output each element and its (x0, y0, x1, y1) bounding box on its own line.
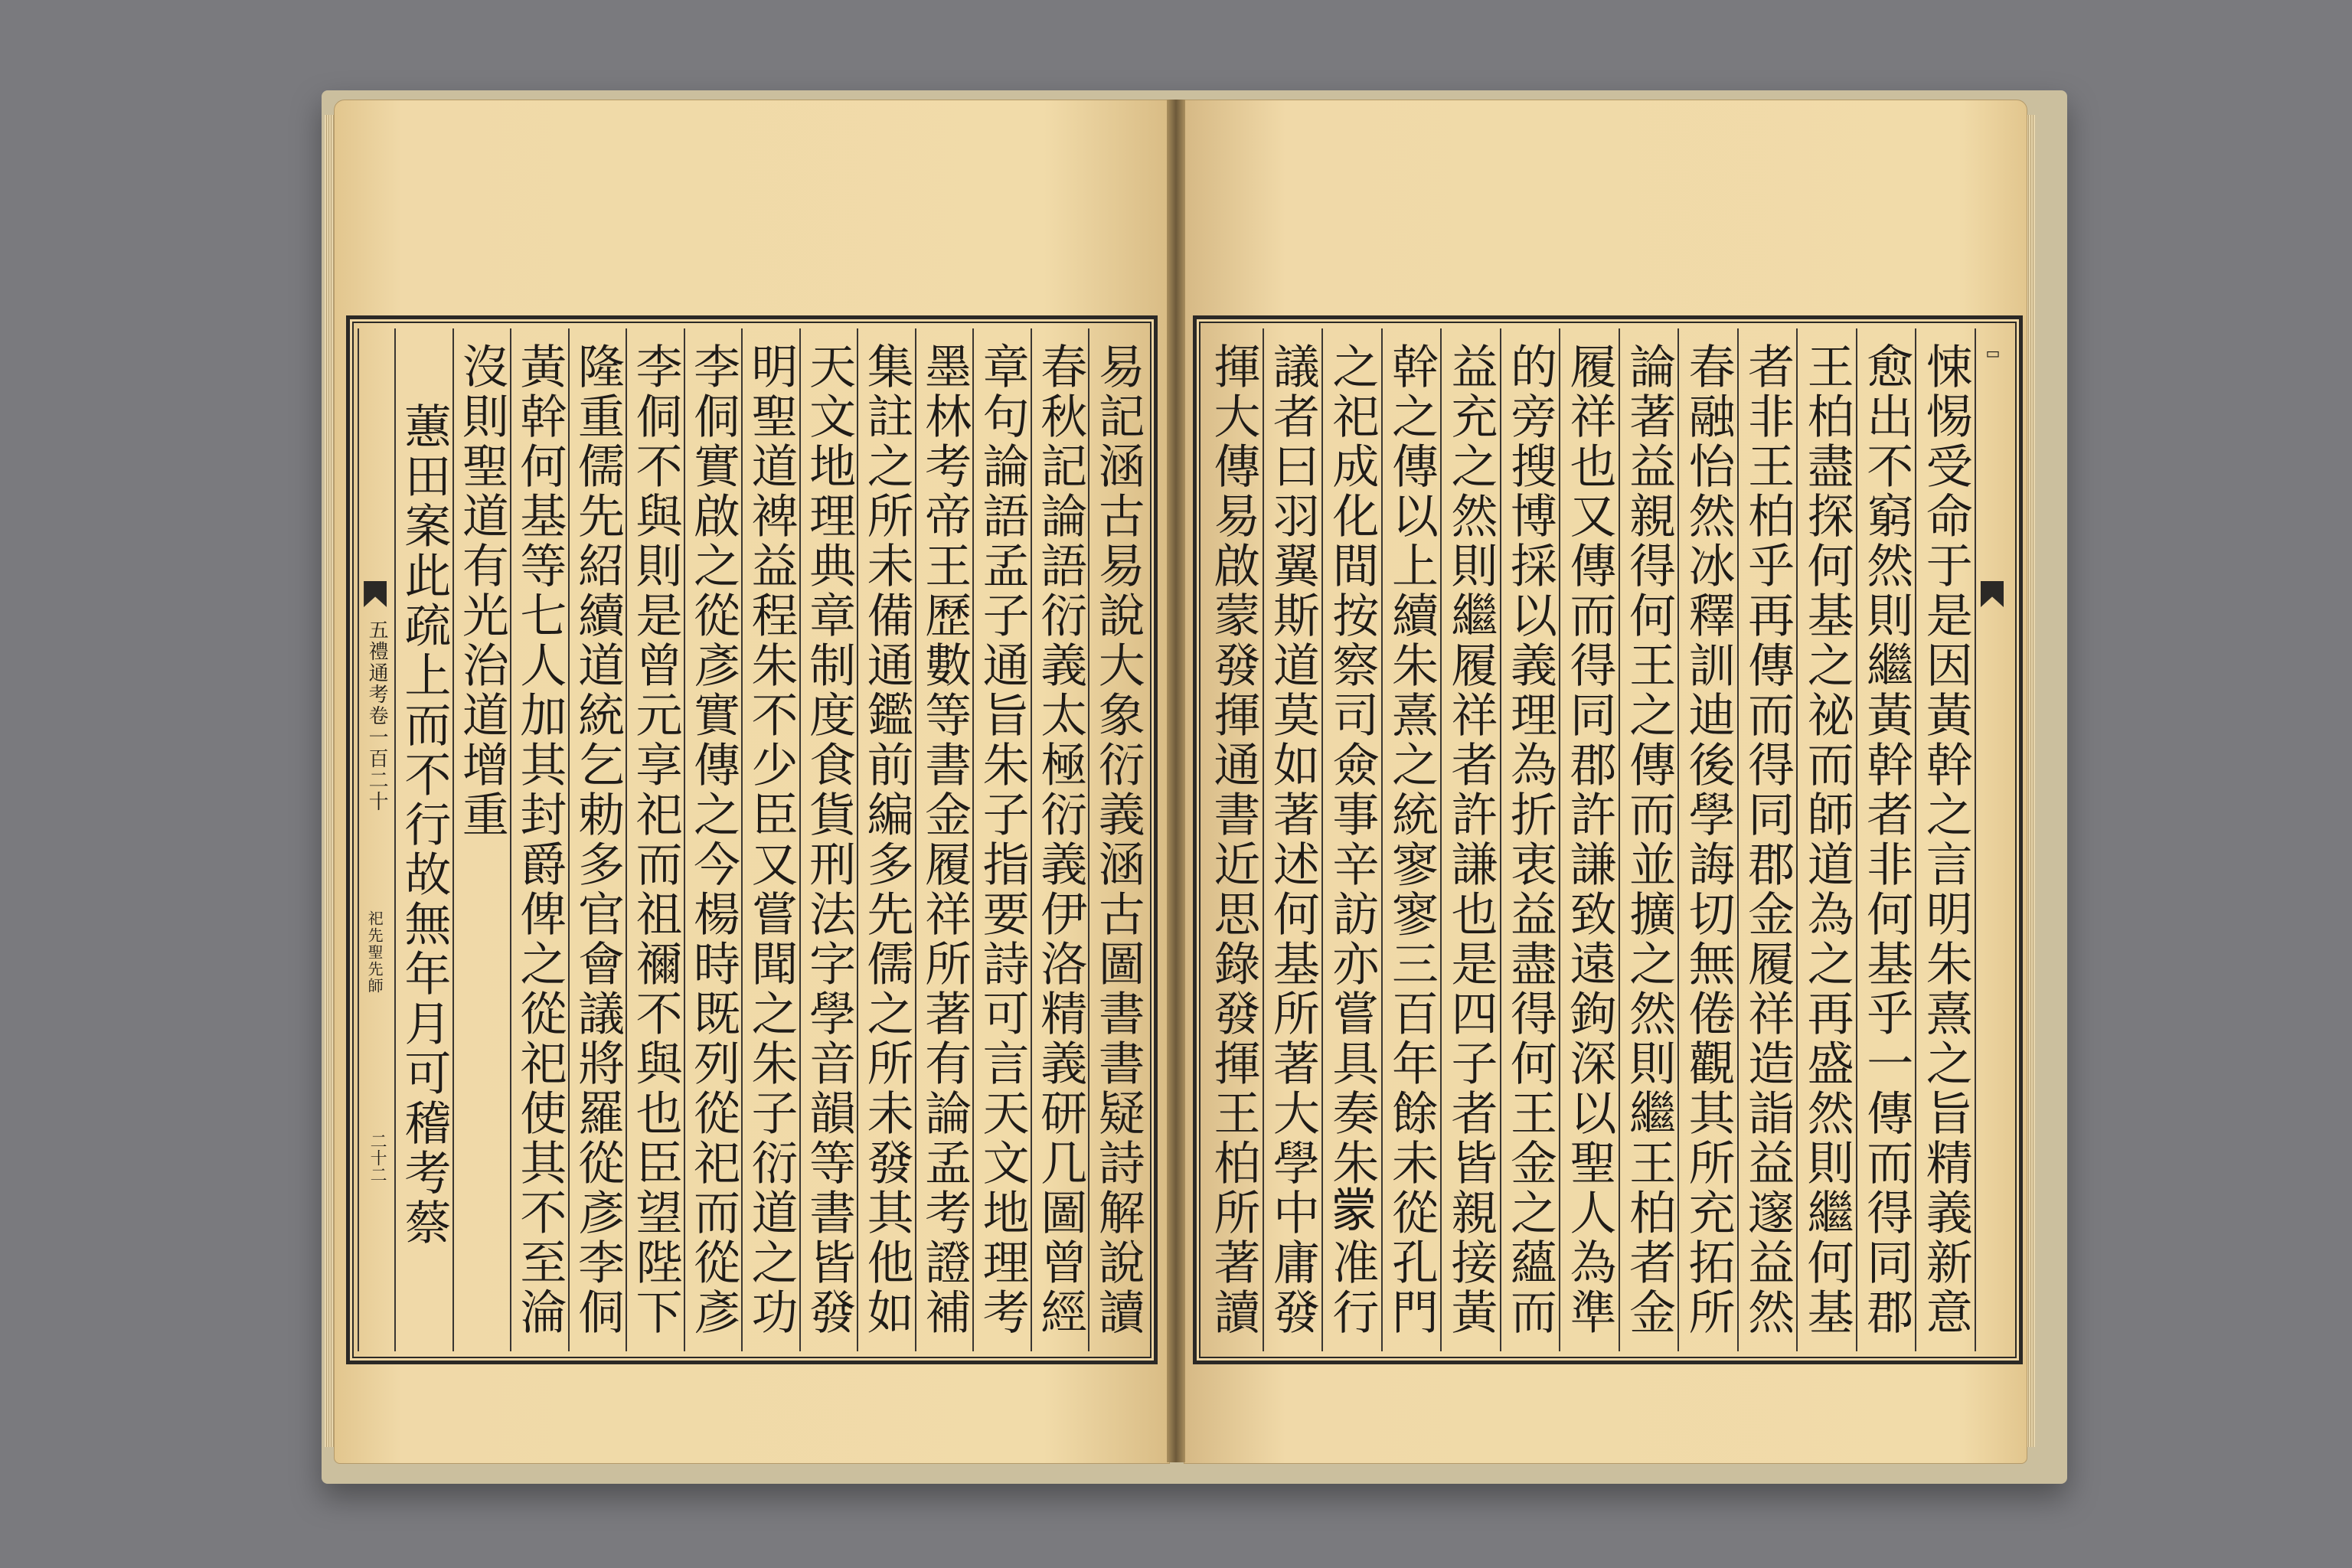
left-text-frame (346, 315, 1158, 1364)
right-text-column: 者非王柏乎再傳而得同郡金履祥造詣益邃益然 (1737, 328, 1797, 1351)
right-text-column: 王柏盡探何基之祕而師道為之再盛然則繼何基 (1796, 328, 1856, 1351)
right-text-column: 春融怡然冰釋訓迪後學誨切無倦觀其所充拓所 (1677, 328, 1737, 1351)
right-text-column: 議者曰羽翼斯道莫如著述何基所著大學中庸發 (1263, 328, 1322, 1351)
right-text-column: 論著益親得何王之傳而並擴之然則繼王柏者金 (1619, 328, 1678, 1351)
left-text-column: 墨林考帝王歷數等書金履祥所著有論孟考證補 (915, 328, 973, 1351)
fold-strip-right (1975, 328, 2011, 1351)
left-text-column: 李侗不與則是曾元享祀而祖禰不與也臣望陛下 (626, 328, 684, 1351)
fish-tail-mark-upper (364, 581, 387, 607)
left-text-column: 天文地理典章制度食貨刑法字學音韻等書皆發 (799, 328, 858, 1351)
left-text-column: 易記涵古易說大象衍義涵古圖書書疑詩解說讀 (1088, 328, 1146, 1351)
left-text-column: 集註之所未備通鑑前編多先儒之所未發其他如 (857, 328, 915, 1351)
left-text-column: 春秋記論語衍義太極衍義伊洛精義研几圖曾經 (1031, 328, 1089, 1351)
fold-header-mark: ▭ (1984, 344, 2002, 362)
right-text-column: 益充之然則繼履祥者許謙也是四子者皆親接黃 (1440, 328, 1500, 1351)
left-text-column: 黃幹何基等七人加其封爵俾之從祀使其不至淪 (510, 328, 568, 1351)
left-text-column: 李侗實啟之從彥實傳之今楊時既列從祀而從彥 (684, 328, 742, 1351)
fold-section-title: 祀先聖先師 (365, 910, 384, 995)
right-text-column: 的旁搜博採以義理為折衷益盡得何王金之蘊而 (1500, 328, 1560, 1351)
fold-page-number: 二十二 (368, 1132, 387, 1183)
right-text-column: 之祀成化間按察司僉事辛訪亦嘗具奏朱𫎇准行 (1321, 328, 1381, 1351)
left-text-column: 章句論語孟子通旨朱子指要詩可言天文地理考 (972, 328, 1031, 1351)
left-text-column: 明聖道裨益程朱不少臣又嘗聞之朱子衍道之功 (741, 328, 799, 1351)
right-text-column: 履祥也又傳而得同郡許謙致遠鉤深以聖人為準 (1559, 328, 1619, 1351)
right-text-column: 揮大傳易啟蒙發揮通書近思錄發揮王柏所著讀 (1206, 342, 1261, 1338)
right-column-grid (1204, 328, 2011, 1351)
fish-tail-mark-right (1981, 581, 2004, 607)
right-text-column: 幹之傳以上續朱熹之統寥寥三百年餘未從孔門 (1381, 328, 1441, 1351)
fold-strip (358, 328, 394, 1351)
fold-book-title: 五禮通考卷一百二十 (365, 619, 389, 812)
left-text-column: 隆重儒先紹續道統乞勅多官會議將羅從彥李侗 (568, 328, 626, 1351)
book-gutter (1167, 100, 1185, 1462)
left-column-grid (358, 328, 1146, 1351)
right-text-frame (1193, 315, 2023, 1364)
right-text-column: 愈出不窮然則繼黃幹者非何基乎一傳而得同郡 (1856, 328, 1916, 1351)
right-text-column: 悚惕受命于是因黃幹之言明朱熹之旨精義新意 (1915, 328, 1975, 1351)
left-commentary-column: 蕙田案此疏上而不行故無年月可稽考蔡 (394, 328, 452, 1351)
left-text-column: 沒則聖道有光治道增重 (452, 328, 511, 1351)
